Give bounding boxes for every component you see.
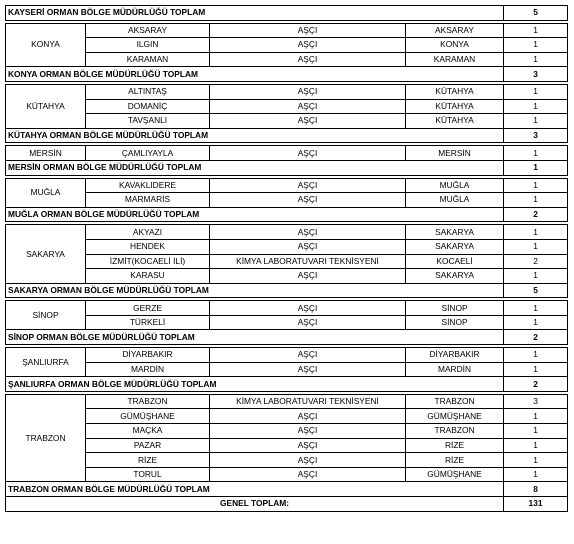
total-value: 3 xyxy=(504,67,568,82)
total-label: KÜTAHYA ORMAN BÖLGE MÜDÜRLÜĞÜ TOPLAM xyxy=(6,128,504,143)
region-name: SİNOP xyxy=(6,301,86,330)
count-cell: 1 xyxy=(504,23,568,38)
place-cell: ÇAMLIYAYLA xyxy=(86,146,210,161)
city-cell: GÜMÜŞHANE xyxy=(406,467,504,482)
count-cell: 2 xyxy=(504,254,568,269)
table-row xyxy=(6,453,568,468)
title-cell: AŞÇI xyxy=(210,225,406,240)
region-name: SAKARYA xyxy=(6,225,86,283)
total-label: KAYSERİ ORMAN BÖLGE MÜDÜRLÜĞÜ TOPLAM xyxy=(6,6,504,21)
table-row xyxy=(6,146,568,161)
city-cell: KONYA xyxy=(406,38,504,53)
title-cell: AŞÇI xyxy=(210,362,406,377)
title-cell: AŞÇI xyxy=(210,301,406,316)
place-cell: KARASU xyxy=(86,269,210,284)
grand-total-row xyxy=(6,497,568,512)
table-row xyxy=(6,178,568,193)
total-row xyxy=(6,283,568,298)
title-cell: AŞÇI xyxy=(210,467,406,482)
place-cell: GERZE xyxy=(86,301,210,316)
table-row xyxy=(6,52,568,67)
count-cell: 1 xyxy=(504,438,568,453)
table-row xyxy=(6,269,568,284)
title-cell: AŞÇI xyxy=(210,178,406,193)
title-cell: AŞÇI xyxy=(210,453,406,468)
title-cell: AŞÇI xyxy=(210,99,406,114)
total-row xyxy=(6,67,568,82)
total-label: SİNOP ORMAN BÖLGE MÜDÜRLÜĞÜ TOPLAM xyxy=(6,330,504,345)
count-cell: 1 xyxy=(504,225,568,240)
city-cell: SAKARYA xyxy=(406,239,504,254)
total-value: 2 xyxy=(504,330,568,345)
city-cell: MARDİN xyxy=(406,362,504,377)
title-cell: AŞÇI xyxy=(210,239,406,254)
total-label: KONYA ORMAN BÖLGE MÜDÜRLÜĞÜ TOPLAM xyxy=(6,67,504,82)
table-row xyxy=(6,467,568,482)
city-cell: MERSİN xyxy=(406,146,504,161)
region-name: MUĞLA xyxy=(6,178,86,207)
table-row xyxy=(6,193,568,208)
place-cell: ALTINTAŞ xyxy=(86,84,210,99)
city-cell: TRABZON xyxy=(406,394,504,409)
total-label: ŞANLIURFA ORMAN BÖLGE MÜDÜRLÜĞÜ TOPLAM xyxy=(6,377,504,392)
table-row xyxy=(6,409,568,424)
city-cell: MUĞLA xyxy=(406,178,504,193)
table-row xyxy=(6,38,568,53)
title-cell: AŞÇI xyxy=(210,269,406,284)
region-name: MERSİN xyxy=(6,146,86,161)
total-value: 2 xyxy=(504,207,568,222)
total-row xyxy=(6,128,568,143)
total-value: 5 xyxy=(504,6,568,21)
place-cell: RİZE xyxy=(86,453,210,468)
city-cell: AKSARAY xyxy=(406,23,504,38)
total-value: 5 xyxy=(504,283,568,298)
table-row xyxy=(6,239,568,254)
table-row xyxy=(6,254,568,269)
table-row xyxy=(6,114,568,129)
place-cell: TÜRKELİ xyxy=(86,315,210,330)
table-row xyxy=(6,301,568,316)
table-row xyxy=(6,225,568,240)
place-cell: TORUL xyxy=(86,467,210,482)
title-cell: AŞÇI xyxy=(210,114,406,129)
place-cell: KAVAKLIDERE xyxy=(86,178,210,193)
place-cell: PAZAR xyxy=(86,438,210,453)
title-cell: AŞÇI xyxy=(210,315,406,330)
city-cell: SİNOP xyxy=(406,301,504,316)
total-value: 2 xyxy=(504,377,568,392)
count-cell: 1 xyxy=(504,453,568,468)
total-row xyxy=(6,330,568,345)
staff-allocation-table xyxy=(5,5,568,512)
total-row xyxy=(6,207,568,222)
place-cell: AKYAZI xyxy=(86,225,210,240)
city-cell: KARAMAN xyxy=(406,52,504,67)
place-cell: MAÇKA xyxy=(86,424,210,439)
total-row xyxy=(6,160,568,175)
place-cell: AKSARAY xyxy=(86,23,210,38)
place-cell: TRABZON xyxy=(86,394,210,409)
table-row xyxy=(6,438,568,453)
title-cell: AŞÇI xyxy=(210,409,406,424)
city-cell: DİYARBAKIR xyxy=(406,348,504,363)
count-cell: 1 xyxy=(504,467,568,482)
city-cell: KOCAELİ xyxy=(406,254,504,269)
title-cell: AŞÇI xyxy=(210,146,406,161)
count-cell: 1 xyxy=(504,99,568,114)
table-row xyxy=(6,394,568,409)
title-cell: KİMYA LABORATUVARI TEKNİSYENİ xyxy=(210,254,406,269)
city-cell: KÜTAHYA xyxy=(406,99,504,114)
city-cell: RİZE xyxy=(406,438,504,453)
count-cell: 1 xyxy=(504,178,568,193)
place-cell: HENDEK xyxy=(86,239,210,254)
region-name: TRABZON xyxy=(6,394,86,482)
region-name: KÜTAHYA xyxy=(6,84,86,128)
count-cell: 1 xyxy=(504,239,568,254)
count-cell: 1 xyxy=(504,114,568,129)
place-cell: ILGIN xyxy=(86,38,210,53)
count-cell: 1 xyxy=(504,348,568,363)
grand-total-value: 131 xyxy=(504,497,568,512)
total-label: TRABZON ORMAN BÖLGE MÜDÜRLÜĞÜ TOPLAM xyxy=(6,482,504,497)
total-row xyxy=(6,482,568,497)
city-cell: SAKARYA xyxy=(406,269,504,284)
table-row xyxy=(6,362,568,377)
count-cell: 1 xyxy=(504,362,568,377)
city-cell: KÜTAHYA xyxy=(406,114,504,129)
title-cell: AŞÇI xyxy=(210,38,406,53)
grand-total-label: GENEL TOPLAM: xyxy=(6,497,504,512)
city-cell: GÜMÜŞHANE xyxy=(406,409,504,424)
title-cell: AŞÇI xyxy=(210,348,406,363)
region-name: ŞANLIURFA xyxy=(6,348,86,377)
count-cell: 1 xyxy=(504,84,568,99)
place-cell: MARMARİS xyxy=(86,193,210,208)
count-cell: 1 xyxy=(504,146,568,161)
count-cell: 1 xyxy=(504,424,568,439)
place-cell: KARAMAN xyxy=(86,52,210,67)
table-row xyxy=(6,348,568,363)
city-cell: MUĞLA xyxy=(406,193,504,208)
total-value: 1 xyxy=(504,160,568,175)
table-row xyxy=(6,23,568,38)
city-cell: RİZE xyxy=(406,453,504,468)
place-cell: DİYARBAKIR xyxy=(86,348,210,363)
total-row xyxy=(6,6,568,21)
count-cell: 3 xyxy=(504,394,568,409)
place-cell: MARDİN xyxy=(86,362,210,377)
title-cell: AŞÇI xyxy=(210,438,406,453)
title-cell: AŞÇI xyxy=(210,193,406,208)
title-cell: AŞÇI xyxy=(210,23,406,38)
title-cell: AŞÇI xyxy=(210,84,406,99)
place-cell: GÜMÜŞHANE xyxy=(86,409,210,424)
place-cell: TAVŞANLI xyxy=(86,114,210,129)
table-row xyxy=(6,84,568,99)
count-cell: 1 xyxy=(504,301,568,316)
count-cell: 1 xyxy=(504,409,568,424)
table-row xyxy=(6,315,568,330)
count-cell: 1 xyxy=(504,269,568,284)
place-cell: DOMANİÇ xyxy=(86,99,210,114)
total-label: SAKARYA ORMAN BÖLGE MÜDÜRLÜĞÜ TOPLAM xyxy=(6,283,504,298)
table-body xyxy=(6,6,568,512)
table-row xyxy=(6,424,568,439)
count-cell: 1 xyxy=(504,315,568,330)
title-cell: AŞÇI xyxy=(210,52,406,67)
table-row xyxy=(6,99,568,114)
city-cell: SAKARYA xyxy=(406,225,504,240)
count-cell: 1 xyxy=(504,52,568,67)
total-label: MUĞLA ORMAN BÖLGE MÜDÜRLÜĞÜ TOPLAM xyxy=(6,207,504,222)
city-cell: TRABZON xyxy=(406,424,504,439)
city-cell: SİNOP xyxy=(406,315,504,330)
total-value: 8 xyxy=(504,482,568,497)
title-cell: KİMYA LABORATUVARI TEKNİSYENİ xyxy=(210,394,406,409)
total-value: 3 xyxy=(504,128,568,143)
title-cell: AŞÇI xyxy=(210,424,406,439)
total-row xyxy=(6,377,568,392)
place-cell: İZMİT(KOCAELİ İLİ) xyxy=(86,254,210,269)
region-name: KONYA xyxy=(6,23,86,67)
city-cell: KÜTAHYA xyxy=(406,84,504,99)
total-label: MERSİN ORMAN BÖLGE MÜDÜRLÜĞÜ TOPLAM xyxy=(6,160,504,175)
count-cell: 1 xyxy=(504,38,568,53)
count-cell: 1 xyxy=(504,193,568,208)
